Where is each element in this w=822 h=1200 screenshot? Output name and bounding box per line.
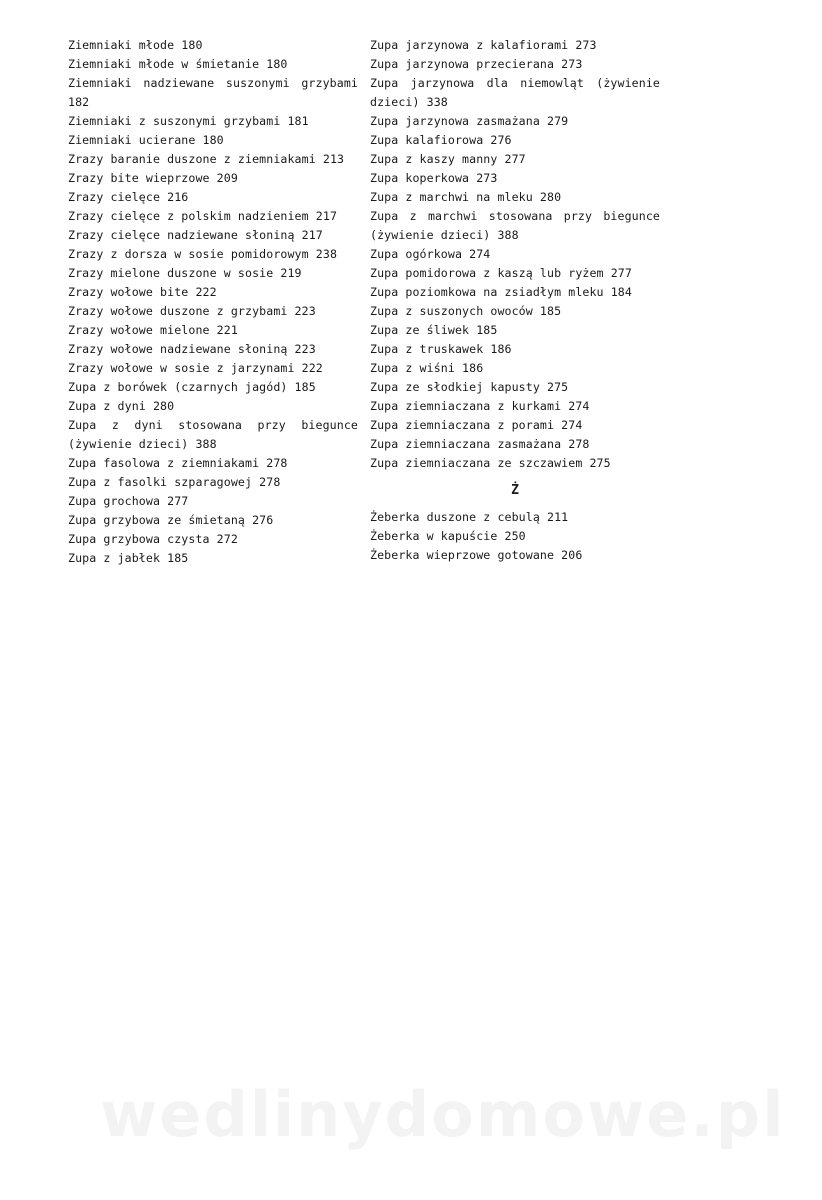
index-entry: Zrazy mielone duszone w sosie 219 <box>68 266 302 280</box>
index-entry: Zrazy baranie duszone z ziemniakami 213 <box>68 152 345 166</box>
index-entry: Zupa z borówek (czarnych jagód) 185 <box>68 380 316 394</box>
index-entry: Zupa pomidorowa z kaszą lub ryżem 277 <box>370 266 632 280</box>
index-entry: Zupa kalafiorowa 276 <box>370 133 512 147</box>
letter-section-heading: Ż <box>511 483 519 498</box>
index-entry: Zupa z dyni 280 <box>68 399 175 413</box>
index-entry: Zupa ziemniaczana ze szczawiem 275 <box>370 456 611 470</box>
index-entry: Zrazy wołowe bite 222 <box>68 285 217 299</box>
index-entry: Zrazy cielęce z polskim nadzieniem 217 <box>68 209 338 223</box>
index-entry: Zupa jarzynowa przecierana 273 <box>370 57 583 71</box>
index-entry: Zupa ze słodkiej kapusty 275 <box>370 380 569 394</box>
index-entry: Zrazy wołowe duszone z grzybami 223 <box>68 304 316 318</box>
index-entry: Zupa poziomkowa na zsiadłym mleku 184 <box>370 285 632 299</box>
index-entry: Zupa z truskawek 186 <box>370 342 512 356</box>
index-right-column <box>370 36 660 565</box>
index-entry: Zrazy cielęce nadziewane słoniną 217 <box>68 228 323 242</box>
index-entry: Żeberka w kapuście 250 <box>370 529 526 543</box>
index-entry: Zrazy cielęce 216 <box>68 190 189 204</box>
index-entry: Ziemniaki ucierane 180 <box>68 133 224 147</box>
index-entry: Żeberka duszone z cebulą 211 <box>370 510 569 524</box>
index-entry: Zupa z jabłek 185 <box>68 551 189 565</box>
index-entry: Zupa ziemniaczana z porami 274 <box>370 418 583 432</box>
index-entry: Zupa fasolowa z ziemniakami 278 <box>68 456 288 470</box>
index-entry: Zrazy wołowe nadziewane słoniną 223 <box>68 342 316 356</box>
index-entry: Zrazy wołowe mielone 221 <box>68 323 238 337</box>
index-entry: Zupa grzybowa ze śmietaną 276 <box>68 513 274 527</box>
index-entry: Zupa z kaszy manny 277 <box>370 152 526 166</box>
index-entry: Ziemniaki młode w śmietanie 180 <box>68 57 288 71</box>
index-entry: Żeberka wieprzowe gotowane 206 <box>370 548 583 562</box>
index-entry: Zupa z wiśni 186 <box>370 361 484 375</box>
index-entry: Zupa ze śliwek 185 <box>370 323 498 337</box>
index-entry: Zupa koperkowa 273 <box>370 171 498 185</box>
index-entry: Zupa ogórkowa 274 <box>370 247 491 261</box>
index-entry: Zrazy z dorsza w sosie pomidorowym 238 <box>68 247 338 261</box>
index-entry: Zupa z marchwi na mleku 280 <box>370 190 562 204</box>
index-entry: Ziemniaki nadziewane suszonymi grzybami 182 <box>68 76 358 109</box>
index-entry: Zupa z dyni stosowana przy biegunce (żywienie dzieci) 388 <box>68 418 358 451</box>
index-entry: Zupa ziemniaczana z kurkami 274 <box>370 399 590 413</box>
index-entry: Zupa jarzynowa dla niemowląt (żywienie dzieci) 338 <box>370 76 660 109</box>
watermark-text: wedlinydomowe.pl <box>100 1078 786 1151</box>
index-entry: Zrazy wołowe w sosie z jarzynami 222 <box>68 361 323 375</box>
index-entry: Zupa grzybowa czysta 272 <box>68 532 238 546</box>
index-entry: Zupa grochowa 277 <box>68 494 189 508</box>
index-entry: Ziemniaki z suszonymi grzybami 181 <box>68 114 309 128</box>
index-entry: Ziemniaki młode 180 <box>68 38 203 52</box>
index-entry: Zupa z suszonych owoców 185 <box>370 304 562 318</box>
index-entry: Zupa z marchwi stosowana przy biegunce (żywienie dzieci) 388 <box>370 209 660 242</box>
index-entry: Zupa jarzynowa zasmażana 279 <box>370 114 569 128</box>
index-left-column <box>68 36 358 568</box>
index-entry: Zupa jarzynowa z kalafiorami 273 <box>370 38 597 52</box>
index-entry: Zupa z fasolki szparagowej 278 <box>68 475 281 489</box>
index-entry: Zupa ziemniaczana zasmażana 278 <box>370 437 590 451</box>
index-entry: Zrazy bite wieprzowe 209 <box>68 171 238 185</box>
